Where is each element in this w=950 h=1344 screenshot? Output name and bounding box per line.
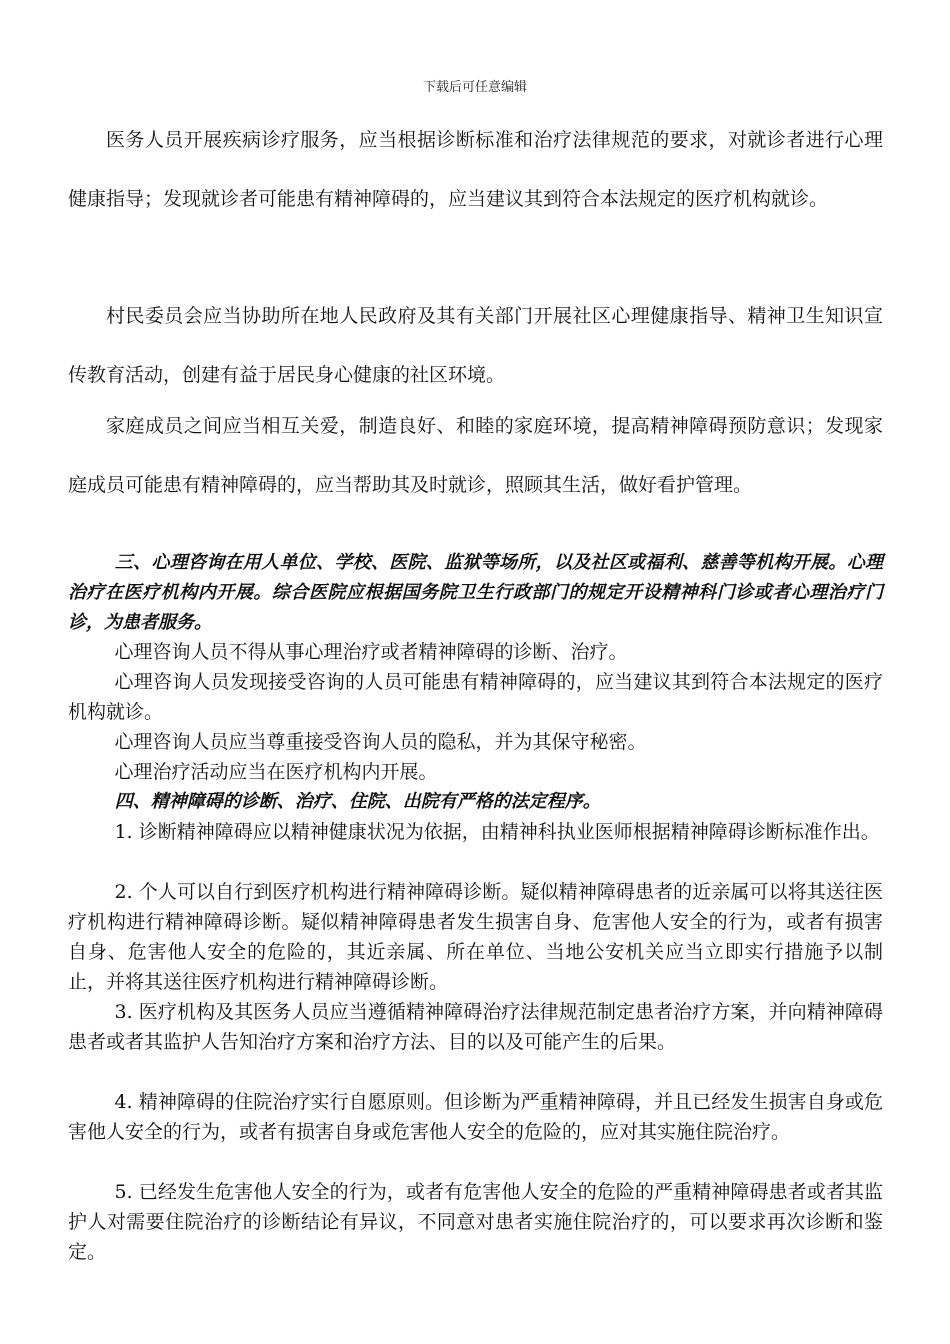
paragraph-counselor-prohibition: 心理咨询人员不得从事心理治疗或者精神障碍的诊断、治疗。	[114, 641, 628, 663]
paragraph-medical-staff: 医务人员开展疾病诊疗服务，应当根据诊断标准和治疗法律规范的要求，对就诊者进行心理健康指导；发现就诊者可能患有精神障碍的，应当建议其到符合本法规定的医疗机构就诊。	[68, 129, 883, 210]
section-four-heading: 四、精神障碍的诊断、治疗、住院、出院有严格的法定程序。	[114, 791, 601, 812]
item-1: 1. 诊断精神障碍应以精神健康状况为依据，由精神科执业医师根据精神障碍诊断标准作出。	[114, 821, 880, 843]
paragraph-counselor-privacy: 心理咨询人员应当尊重接受咨询人员的隐私，并为其保守秘密。	[114, 731, 647, 753]
paragraph-counselor-referral: 心理咨询人员发现接受咨询的人员可能患有精神障碍的，应当建议其到符合本法规定的医疗机构就诊。	[68, 671, 883, 723]
item-3: 3. 医疗机构及其医务人员应当遵循精神障碍治疗法律规范制定患者治疗方案，并向精神障碍患者或者其监护人告知治疗方案和治疗方法、目的以及可能产生的后果。	[68, 1001, 883, 1053]
section-three-heading: 三、心理咨询在用人单位、学校、医院、监狱等场所，以及社区或福利、慈善等机构开展。心理治疗在医疗机构内开展。综合医院应根据国务院卫生行政部门的规定开设精神科门诊或者心理治疗门诊，为患者服务。	[68, 552, 883, 633]
page-header: 下载后可任意编辑	[422, 80, 527, 95]
paragraph-family-members: 家庭成员之间应当相互关爱，制造良好、和睦的家庭环境，提高精神障碍预防意识；发现家庭成员可能患有精神障碍的，应当帮助其及时就诊，照顾其生活，做好看护管理。	[68, 415, 883, 496]
paragraph-therapy-location: 心理治疗活动应当在医疗机构内开展。	[114, 761, 438, 783]
item-4: 4. 精神障碍的住院治疗实行自愿原则。但诊断为严重精神障碍，并且已经发生损害自身或危害他人安全的行为，或者有损害自身或危害他人安全的危险的，应对其实施住院治疗。	[68, 1091, 883, 1143]
item-2: 2. 个人可以自行到医疗机构进行精神障碍诊断。疑似精神障碍患者的近亲属可以将其送往医疗机构进行精神障碍诊断。疑似精神障碍患者发生损害自身、危害他人安全的行为，或者有损害自身、危害他人安全的危险的，其近亲属、所在单位、当地公安机关应当立即实行措施予以制止，并将其送往医疗机构进行精神障碍诊断。	[68, 881, 883, 993]
item-5: 5. 已经发生危害他人安全的行为，或者有危害他人安全的危险的严重精神障碍患者或者其监护人对需要住院治疗的诊断结论有异议，不同意对患者实施住院治疗的，可以要求再次诊断和鉴定。	[68, 1181, 883, 1263]
paragraph-village-committee: 村民委员会应当协助所在地人民政府及其有关部门开展社区心理健康指导、精神卫生知识宣传教育活动，创建有益于居民身心健康的社区环境。	[68, 305, 883, 386]
